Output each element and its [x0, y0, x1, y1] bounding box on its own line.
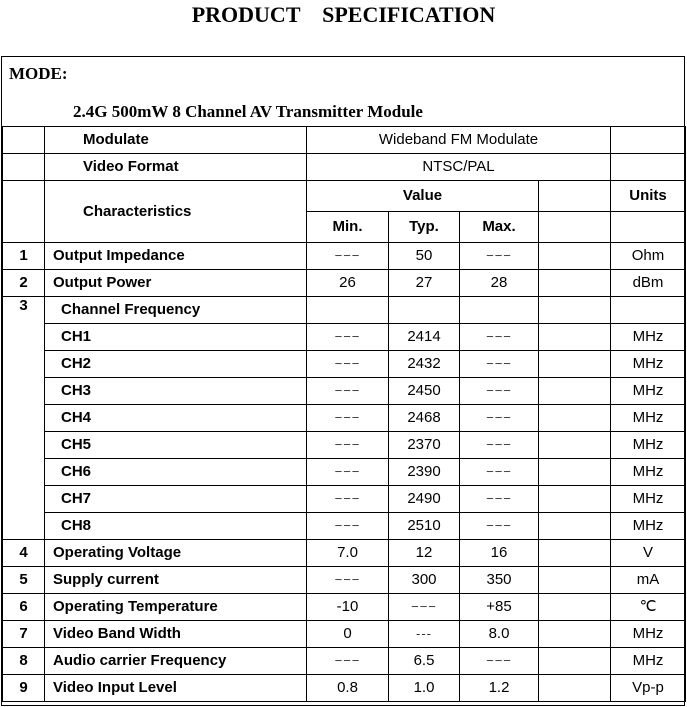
- max-value: −−−: [460, 405, 539, 432]
- empty-cell: [539, 432, 611, 459]
- max-value: −−−: [460, 432, 539, 459]
- modulate-value: Wideband FM Modulate: [307, 127, 611, 154]
- row-label: CH7: [45, 486, 307, 513]
- max-header: Max.: [460, 212, 539, 243]
- typ-value: 2510: [389, 513, 460, 540]
- max-value: −−−: [460, 378, 539, 405]
- row-label: Output Impedance: [45, 243, 307, 270]
- row-number: 9: [3, 675, 45, 702]
- empty-cell: [539, 540, 611, 567]
- row-label: Supply current: [45, 567, 307, 594]
- video-format-label: Video Format: [45, 154, 307, 181]
- spec-table: [2, 126, 686, 702]
- channel-row: [3, 432, 686, 459]
- row-label: Video Input Level: [45, 675, 307, 702]
- min-value: −−−: [307, 243, 389, 270]
- min-value: −−−: [307, 567, 389, 594]
- max-value: 350: [460, 567, 539, 594]
- empty-cell: [611, 127, 686, 154]
- min-value: −−−: [307, 486, 389, 513]
- typ-value: 2450: [389, 378, 460, 405]
- typ-value: −−−: [389, 594, 460, 621]
- row-number: 3: [3, 297, 45, 540]
- max-value: −−−: [460, 243, 539, 270]
- typ-value: 1.0: [389, 675, 460, 702]
- min-value: −−−: [307, 324, 389, 351]
- typ-value: 2490: [389, 486, 460, 513]
- typ-header: Typ.: [389, 212, 460, 243]
- min-header: Min.: [307, 212, 389, 243]
- table-row: [3, 621, 686, 648]
- max-value: −−−: [460, 648, 539, 675]
- empty-cell: [539, 378, 611, 405]
- empty-cell: [539, 621, 611, 648]
- channel-frequency-label: Channel Frequency: [45, 297, 307, 324]
- row-number: 1: [3, 243, 45, 270]
- empty-cell: [611, 154, 686, 181]
- unit-value: MHz: [611, 378, 686, 405]
- min-value: −−−: [307, 432, 389, 459]
- empty-cell: [539, 567, 611, 594]
- typ-value: 2432: [389, 351, 460, 378]
- row-number-cell: [3, 127, 45, 154]
- unit-value: MHz: [611, 405, 686, 432]
- row-label: Operating Temperature: [45, 594, 307, 621]
- empty-cell: [539, 513, 611, 540]
- channel-frequency-row: [3, 297, 686, 324]
- row-number-cell: [3, 154, 45, 181]
- row-number: 8: [3, 648, 45, 675]
- row-number: 7: [3, 621, 45, 648]
- empty-cell: [539, 459, 611, 486]
- video-format-row: [3, 154, 686, 181]
- module-name: 2.4G 500mW 8 Channel AV Transmitter Module: [73, 102, 423, 121]
- min-value: 26: [307, 270, 389, 297]
- typ-value: 27: [389, 270, 460, 297]
- unit-value: mA: [611, 567, 686, 594]
- empty-cell: [539, 324, 611, 351]
- empty-cell: [539, 270, 611, 297]
- empty-cell: [539, 243, 611, 270]
- channel-row: [3, 324, 686, 351]
- channel-row: [3, 405, 686, 432]
- empty-cell: [460, 297, 539, 324]
- typ-value: 6.5: [389, 648, 460, 675]
- min-value: -10: [307, 594, 389, 621]
- min-value: −−−: [307, 648, 389, 675]
- modulate-label: Modulate: [45, 127, 307, 154]
- typ-value: 2390: [389, 459, 460, 486]
- min-value: −−−: [307, 459, 389, 486]
- mode-label: MODE:: [9, 64, 68, 83]
- value-header: Value: [307, 181, 539, 212]
- min-value: 0: [307, 621, 389, 648]
- unit-value: ℃: [611, 594, 686, 621]
- units-header: Units: [611, 181, 686, 212]
- typ-value: 2468: [389, 405, 460, 432]
- max-value: +85: [460, 594, 539, 621]
- max-value: −−−: [460, 351, 539, 378]
- empty-cell: [307, 297, 389, 324]
- row-label: CH1: [45, 324, 307, 351]
- empty-cell: [611, 212, 686, 243]
- row-label: Video Band Width: [45, 621, 307, 648]
- row-label: Audio carrier Frequency: [45, 648, 307, 675]
- unit-value: MHz: [611, 621, 686, 648]
- unit-value: Ohm: [611, 243, 686, 270]
- table-row: [3, 540, 686, 567]
- channel-row: [3, 486, 686, 513]
- empty-cell: [539, 486, 611, 513]
- typ-value: 2370: [389, 432, 460, 459]
- table-row: [3, 648, 686, 675]
- min-value: −−−: [307, 513, 389, 540]
- max-value: −−−: [460, 486, 539, 513]
- row-label: CH4: [45, 405, 307, 432]
- row-number: 2: [3, 270, 45, 297]
- table-row: [3, 270, 686, 297]
- row-label: CH6: [45, 459, 307, 486]
- unit-value: MHz: [611, 324, 686, 351]
- row-number-cell: [3, 181, 45, 243]
- empty-cell: [539, 181, 611, 212]
- unit-value: MHz: [611, 459, 686, 486]
- min-value: 7.0: [307, 540, 389, 567]
- table-row: [3, 594, 686, 621]
- unit-value: MHz: [611, 648, 686, 675]
- max-value: 16: [460, 540, 539, 567]
- row-label: CH2: [45, 351, 307, 378]
- channel-row: [3, 351, 686, 378]
- header-row-1: [3, 181, 686, 212]
- unit-value: V: [611, 540, 686, 567]
- row-label: Operating Voltage: [45, 540, 307, 567]
- empty-cell: [539, 405, 611, 432]
- typ-value: 12: [389, 540, 460, 567]
- unit-value: Vp-p: [611, 675, 686, 702]
- typ-value: ---: [389, 621, 460, 648]
- characteristics-header: Characteristics: [45, 181, 307, 243]
- max-value: 8.0: [460, 621, 539, 648]
- max-value: −−−: [460, 324, 539, 351]
- modulate-row: [3, 127, 686, 154]
- table-row: [3, 243, 686, 270]
- row-number: 5: [3, 567, 45, 594]
- row-label: Output Power: [45, 270, 307, 297]
- unit-value: MHz: [611, 432, 686, 459]
- typ-value: 300: [389, 567, 460, 594]
- empty-cell: [539, 297, 611, 324]
- page-title: PRODUCT SPECIFICATION: [191, 2, 496, 27]
- empty-cell: [389, 297, 460, 324]
- max-value: −−−: [460, 513, 539, 540]
- row-label: CH3: [45, 378, 307, 405]
- empty-cell: [539, 675, 611, 702]
- max-value: −−−: [460, 459, 539, 486]
- min-value: −−−: [307, 405, 389, 432]
- min-value: −−−: [307, 378, 389, 405]
- unit-value: MHz: [611, 486, 686, 513]
- empty-cell: [539, 594, 611, 621]
- empty-cell: [539, 212, 611, 243]
- max-value: 28: [460, 270, 539, 297]
- min-value: −−−: [307, 351, 389, 378]
- channel-row: [3, 459, 686, 486]
- empty-cell: [611, 297, 686, 324]
- table-row: [3, 567, 686, 594]
- unit-value: MHz: [611, 513, 686, 540]
- row-label: CH8: [45, 513, 307, 540]
- typ-value: 2414: [389, 324, 460, 351]
- typ-value: 50: [389, 243, 460, 270]
- row-number: 6: [3, 594, 45, 621]
- unit-value: dBm: [611, 270, 686, 297]
- video-format-value: NTSC/PAL: [307, 154, 611, 181]
- row-number: 4: [3, 540, 45, 567]
- empty-cell: [539, 648, 611, 675]
- unit-value: MHz: [611, 351, 686, 378]
- row-label: CH5: [45, 432, 307, 459]
- channel-row: [3, 378, 686, 405]
- empty-cell: [539, 351, 611, 378]
- channel-row: [3, 513, 686, 540]
- max-value: 1.2: [460, 675, 539, 702]
- table-row: [3, 675, 686, 702]
- min-value: 0.8: [307, 675, 389, 702]
